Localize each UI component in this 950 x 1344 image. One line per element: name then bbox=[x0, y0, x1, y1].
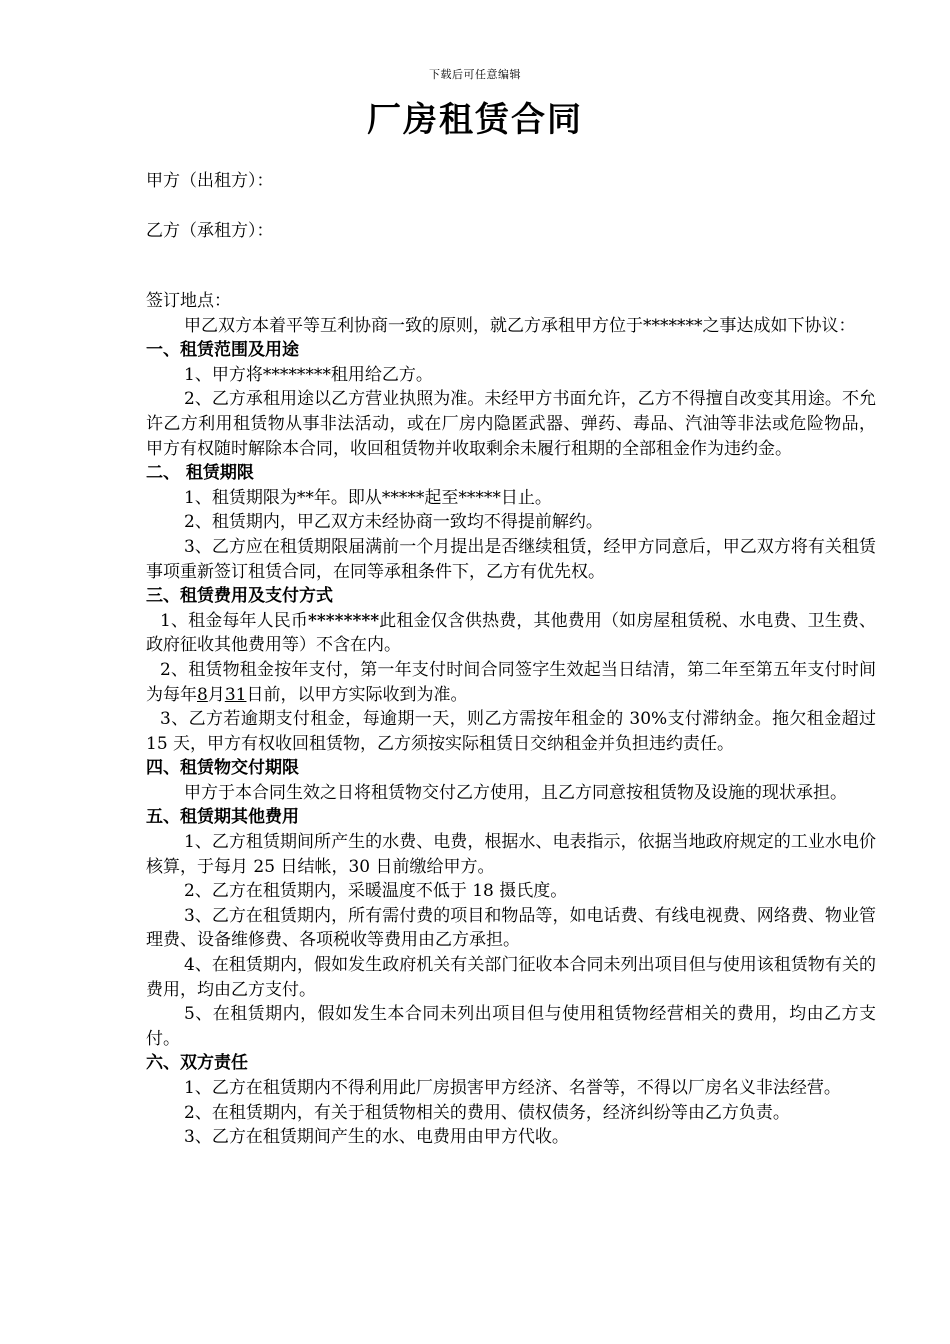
party-b-label: 乙方（承租方）： bbox=[146, 221, 274, 241]
clause: 1、租赁期限为**年。即从*****起至*****日止。 bbox=[184, 487, 552, 508]
section-heading: 四、租赁物交付期限 bbox=[146, 758, 299, 779]
rent-amount: ******** bbox=[308, 610, 380, 631]
clause: 1、乙方租赁期间所产生的水费、电费，根据水、电表指示，依据当地政府规定的工业水电价核算，于每月 25 日结帐，30 日前缴给甲方。 bbox=[146, 832, 876, 877]
section-heading: 五、租赁期其他费用 bbox=[146, 807, 299, 828]
clause-text: 月 bbox=[207, 684, 225, 705]
section-heading: 三、租赁费用及支付方式 bbox=[146, 586, 333, 607]
clause: 3、乙方在租赁期间产生的水、电费用由甲方代收。 bbox=[184, 1127, 569, 1148]
clause: 2、乙方承租用途以乙方营业执照为准。未经甲方书面允许，乙方不得擅自改变其用途。不允许乙方利用租赁物从事非法活动，或在厂房内隐匿武器、弹药、毒品、汽油等非法或危险物品，甲方有权随时解除本合同，收回租赁物并收取剩余未履行租期的全部租金作为违约金。 bbox=[146, 389, 876, 459]
clause-text: 2、租赁物租金按年支付，第一年支付时间合同签字生效起当日结清，第二年至第五年支付时间为每年 bbox=[146, 659, 876, 705]
clause: 甲方于本合同生效之日将租赁物交付乙方使用，且乙方同意按租赁物及设施的现状承担。 bbox=[184, 782, 847, 803]
section-heading: 一、租赁范围及用途 bbox=[146, 340, 299, 361]
clause: 3、乙方应在租赁期限届满前一个月提出是否继续租赁，经甲方同意后，甲乙双方将有关租赁事项重新签订租赁合同，在同等承租条件下，乙方有优先权。 bbox=[146, 536, 876, 582]
contract-body bbox=[146, 289, 876, 1150]
clause: 2、在租赁期内，有关于租赁物相关的费用、债权债务，经济纠纷等由乙方负责。 bbox=[184, 1102, 790, 1123]
clause-text: 1、租金每年人民币 bbox=[160, 610, 309, 631]
clause: 2、租赁期内，甲乙双方未经协商一致均不得提前解约。 bbox=[184, 512, 603, 533]
section-heading: 六、双方责任 bbox=[146, 1053, 248, 1074]
payment-month: 8 bbox=[197, 684, 208, 705]
clause-text: 此租金仅含供热费，其他费用（如房屋租赁税、水电费、卫生费、政府征收其他费用等）不含在内。 bbox=[146, 610, 876, 656]
clause-text: 日前，以甲方实际收到为准。 bbox=[246, 684, 468, 705]
clause: 3、乙方若逾期支付租金，每逾期一天，则乙方需按年租金的 30%支付滞纳金。拖欠租金超过 15 天，甲方有权收回租赁物，乙方须按实际租赁日交纳租金并负担违约责任。 bbox=[146, 709, 876, 754]
clause: 1、甲方将********租用给乙方。 bbox=[184, 364, 433, 385]
clause: 4、在租赁期内，假如发生政府机关有关部门征收本合同未列出项目但与使用该租赁物有关的费用，均由乙方支付。 bbox=[146, 955, 876, 1000]
party-a-label: 甲方（出租方）： bbox=[146, 171, 274, 191]
clause: 5、在租赁期内，假如发生本合同未列出项目但与使用租赁物经营相关的费用，均由乙方支付。 bbox=[146, 1004, 876, 1049]
signing-place-label: 签订地点： bbox=[146, 291, 231, 311]
clause: 1、乙方在租赁期内不得利用此厂房损害甲方经济、名誉等，不得以厂房名义非法经营。 bbox=[184, 1078, 841, 1098]
clause bbox=[146, 609, 876, 658]
clause: 2、乙方在租赁期内，采暖温度不低于 18 摄氏度。 bbox=[184, 881, 568, 902]
clause bbox=[146, 658, 876, 707]
section-heading: 二、 租赁期限 bbox=[146, 463, 254, 484]
payment-day: 31 bbox=[224, 684, 247, 705]
clause: 3、乙方在租赁期内，所有需付费的项目和物品等，如电话费、有线电视费、网络费、物业管理费、设备维修费、各项税收等费用由乙方承担。 bbox=[146, 905, 876, 951]
preamble: 甲乙双方本着平等互利协商一致的原则，就乙方承租甲方位于*******之事达成如下协议： bbox=[184, 315, 856, 336]
document-title: 厂房租赁合同 bbox=[367, 100, 583, 140]
header-note: 下载后可任意编辑 bbox=[429, 68, 521, 81]
